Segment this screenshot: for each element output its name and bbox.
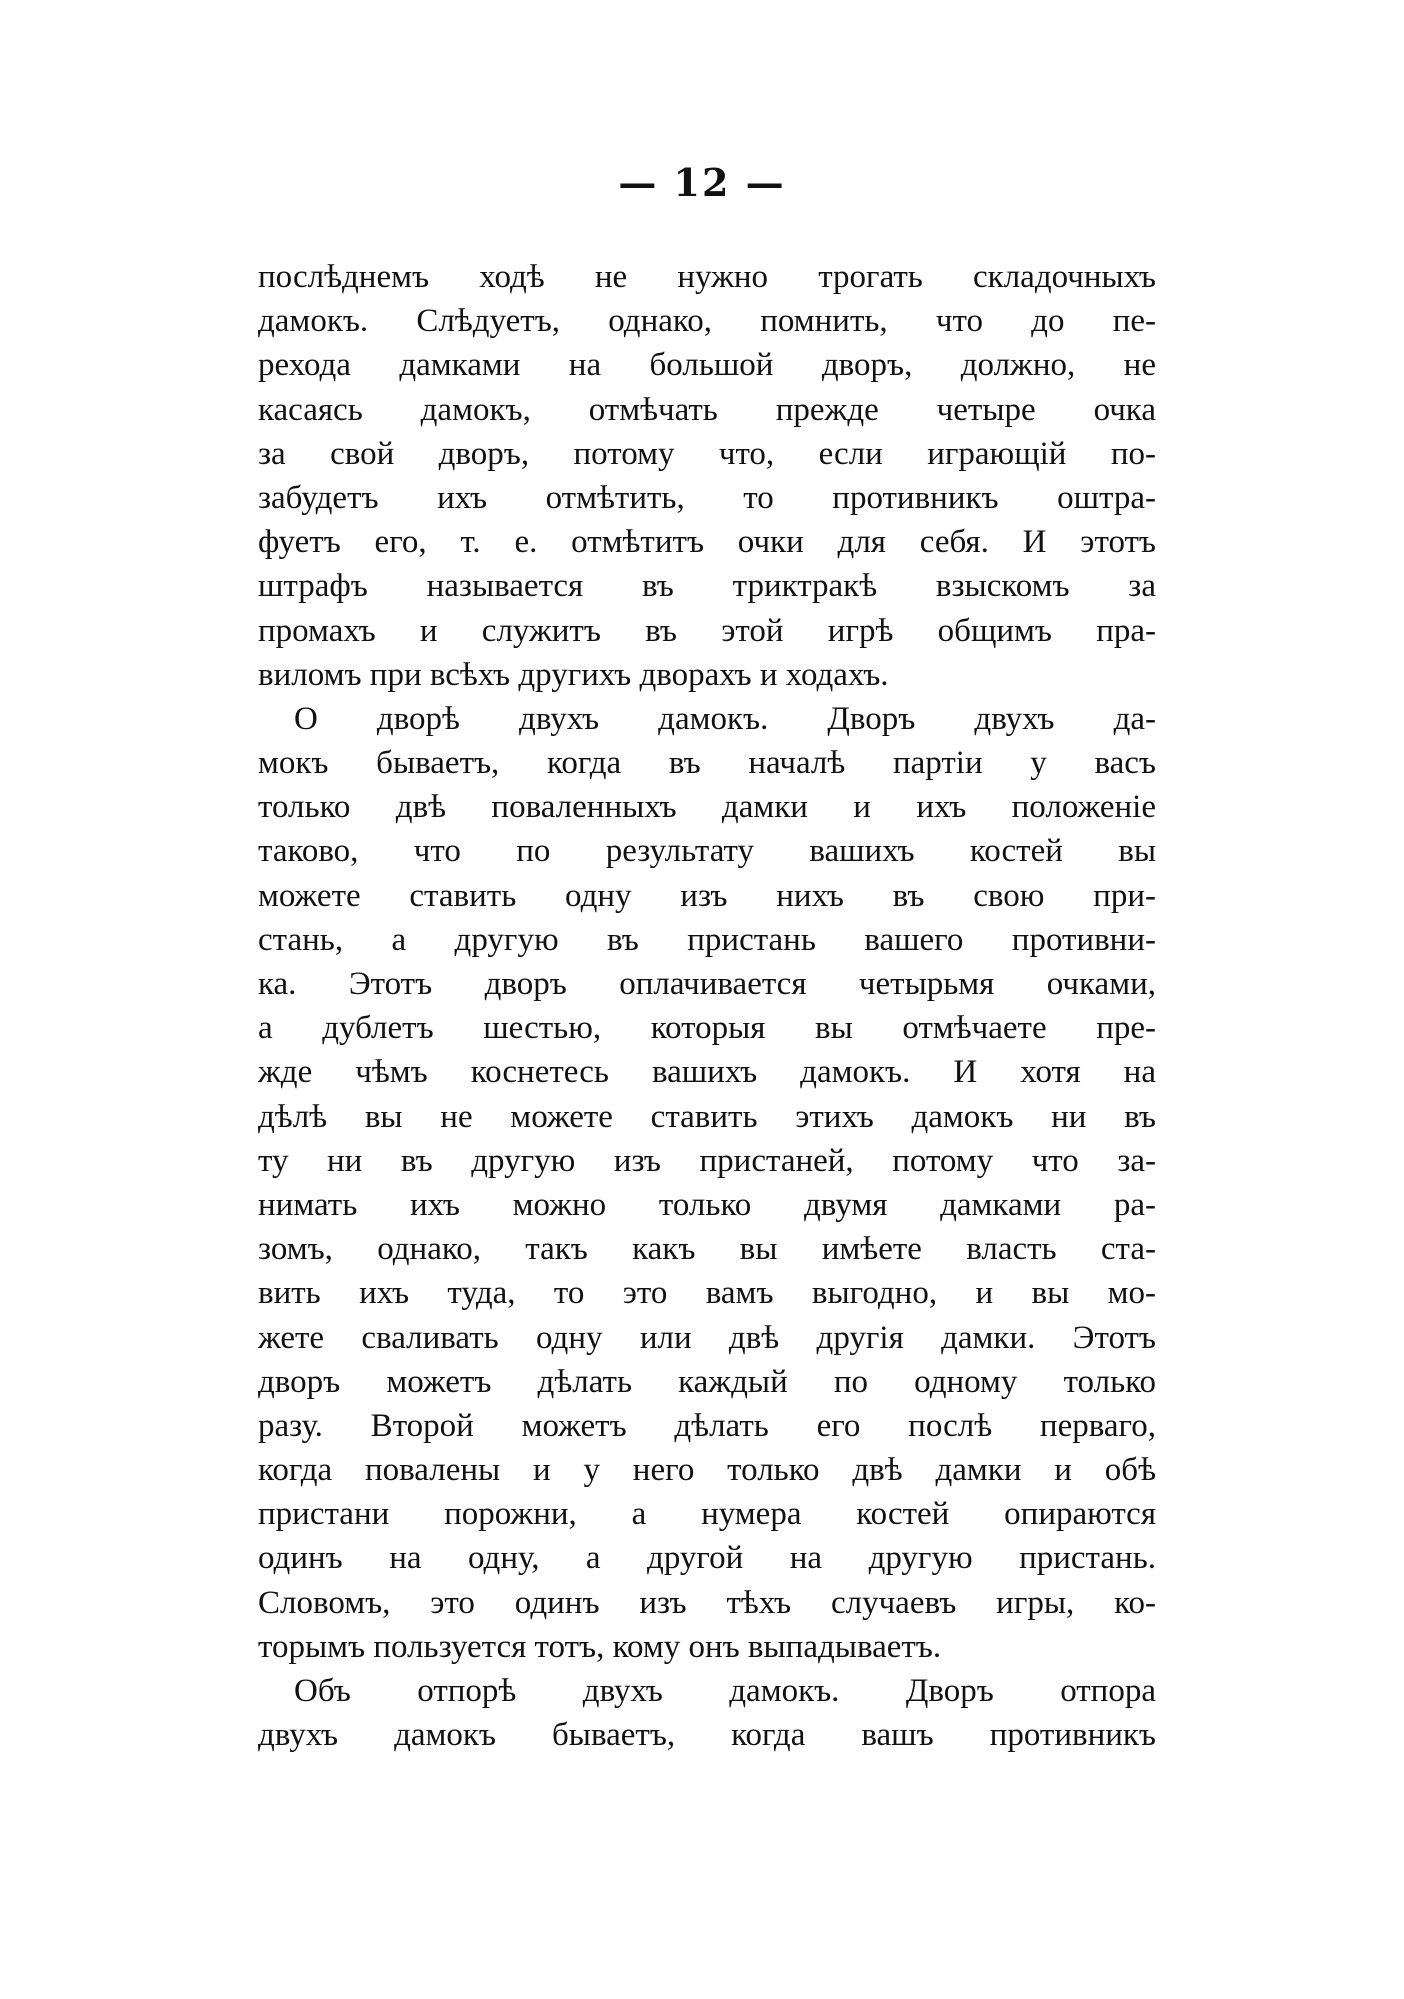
text-line: О дворѣ двухъ дамокъ. Дворъ двухъ да- [294, 700, 1156, 737]
text-line: виломъ при всѣхъ другихъ дворахъ и ходахъ. [258, 656, 889, 693]
text-line: рехода дамками на большой дворъ, должно, не [258, 347, 1156, 384]
text-line: таково, что по результату вашихъ костей вы [258, 833, 1156, 870]
text-line: зомъ, однако, такъ какъ вы имѣете власть ста- [258, 1231, 1156, 1268]
text-line: жде чѣмъ коснетесь вашихъ дамокъ. И хотя на [258, 1054, 1156, 1091]
text-line: пристани порожни, а нумера костей опираются [258, 1496, 1156, 1533]
text-line: фуетъ его, т. е. отмѣтитъ очки для себя. И этотъ [258, 524, 1156, 561]
text-line: а дублетъ шестью, которыя вы отмѣчаете пре- [258, 1010, 1156, 1047]
text-line: мокъ бываетъ, когда въ началѣ партіи у васъ [258, 745, 1156, 782]
body-text [258, 255, 1156, 1757]
text-line: торымъ пользуется тотъ, кому онъ выпадываетъ. [258, 1628, 942, 1665]
page-number: — 12 — [618, 160, 786, 205]
text-line: когда повалены и у него только двѣ дамки и обѣ [258, 1452, 1156, 1489]
text-line: одинъ на одну, а другой на другую пристань. [258, 1540, 1156, 1577]
text-line: касаясь дамокъ, отмѣчать прежде четыре очка [258, 391, 1156, 428]
text-line: промахъ и служитъ въ этой игрѣ общимъ пра- [258, 612, 1156, 649]
text-line: ка. Этотъ дворъ оплачивается четырьмя очками, [258, 966, 1156, 1002]
text-line: жете сваливать одну или двѣ другія дамки. Этотъ [258, 1319, 1156, 1356]
text-line: только двѣ поваленныхъ дамки и ихъ положеніе [258, 789, 1156, 826]
text-line: нимать ихъ можно только двумя дамками ра- [258, 1186, 1156, 1223]
text-line: Словомъ, это одинъ изъ тѣхъ случаевъ игры, ко- [258, 1584, 1156, 1621]
text-line: можете ставить одну изъ нихъ въ свою при- [258, 877, 1156, 914]
text-line: дѣлѣ вы не можете ставить этихъ дамокъ ни въ [258, 1098, 1156, 1135]
text-line: за свой дворъ, потому что, если играющій по- [258, 435, 1156, 472]
text-line: штрафъ называется въ триктракѣ взыскомъ за [258, 568, 1156, 605]
text-line: забудетъ ихъ отмѣтить, то противникъ оштра- [258, 479, 1156, 516]
text-line: разу. Второй можетъ дѣлать его послѣ перваго, [258, 1407, 1156, 1444]
text-line: стань, а другую въ пристань вашего противни- [258, 921, 1156, 958]
text-line: дамокъ. Слѣдуетъ, однако, помнить, что до пе- [258, 303, 1156, 340]
text-line: послѣднемъ ходѣ не нужно трогать складочныхъ [258, 259, 1156, 295]
text-line: двухъ дамокъ бываетъ, когда вашъ противникъ [258, 1717, 1156, 1754]
text-line: вить ихъ туда, то это вамъ выгодно, и вы мо- [258, 1275, 1156, 1312]
text-line: ту ни въ другую изъ пристаней, потому что за- [258, 1142, 1156, 1179]
text-line: дворъ можетъ дѣлать каждый по одному только [258, 1363, 1156, 1400]
text-line: Объ отпорѣ двухъ дамокъ. Дворъ отпора [294, 1673, 1156, 1709]
